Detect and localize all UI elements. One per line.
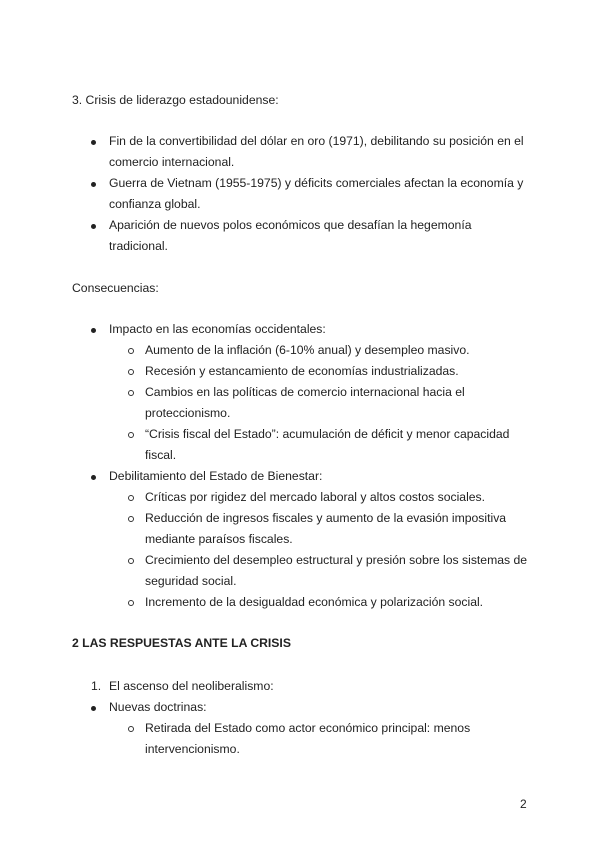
- sub-item-line: Crecimiento del desempleo estructural y presión sobre los sistemas de: [145, 553, 528, 567]
- sub-item-line: Reducción de ingresos fiscales y aumento de la evasión impositiva: [145, 511, 507, 525]
- sub-item-line: Críticas por rigidez del mercado laboral y altos costos sociales.: [145, 490, 486, 504]
- group-label: Impacto en las economías occidentales:: [109, 322, 326, 336]
- sub-bullet-circle: [128, 432, 134, 438]
- sub-bullet-circle: [128, 516, 134, 522]
- sub-item-line: “Crisis fiscal del Estado”: acumulación de déficit y menor capacidad: [145, 427, 510, 441]
- sub-bullet-circle: [128, 348, 134, 354]
- bullet-dot: [91, 706, 96, 711]
- list-item-line: Fin de la convertibilidad del dólar en oro (1971), debilitando su posición en el: [109, 134, 524, 148]
- sub-item-line: proteccionismo.: [145, 406, 231, 420]
- group-label: Nuevas doctrinas:: [109, 700, 207, 714]
- list-item-line: comercio internacional.: [109, 155, 235, 169]
- sub-bullet-circle: [128, 390, 134, 396]
- numbered-item-text: El ascenso del neoliberalismo:: [109, 679, 274, 693]
- list-item-line: Aparición de nuevos polos económicos que desafían la hegemonía: [109, 218, 472, 232]
- list-item-line: Guerra de Vietnam (1955-1975) y déficits comerciales afectan la economía y: [109, 176, 524, 190]
- consequences-title: Consecuencias:: [72, 281, 159, 295]
- section-3-title: 3. Crisis de liderazgo estadounidense:: [72, 93, 279, 107]
- group-label: Debilitamiento del Estado de Bienestar:: [109, 469, 323, 483]
- page-number: 2: [520, 797, 527, 811]
- list-number: 1.: [91, 679, 102, 693]
- bullet-dot: [91, 140, 96, 145]
- section-2-heading: 2 LAS RESPUESTAS ANTE LA CRISIS: [72, 636, 291, 650]
- sub-item-line: fiscal.: [145, 448, 177, 462]
- sub-item-line: mediante paraísos fiscales.: [145, 532, 293, 546]
- sub-item-line: intervencionismo.: [145, 742, 240, 756]
- bullet-dot: [91, 224, 96, 229]
- bullet-dot: [91, 182, 96, 187]
- list-item-line: tradicional.: [109, 239, 168, 253]
- sub-bullet-circle: [128, 558, 134, 564]
- sub-item-line: Incremento de la desigualdad económica y polarización social.: [145, 595, 484, 609]
- sub-item-line: Cambios en las políticas de comercio internacional hacia el: [145, 385, 465, 399]
- bullet-dot: [91, 475, 96, 480]
- sub-item-line: seguridad social.: [145, 574, 237, 588]
- sub-item-line: Retirada del Estado como actor económico principal: menos: [145, 721, 471, 735]
- sub-bullet-circle: [128, 495, 134, 501]
- sub-bullet-circle: [128, 726, 134, 732]
- sub-bullet-circle: [128, 369, 134, 375]
- sub-bullet-circle: [128, 600, 134, 606]
- sub-item-line: Recesión y estancamiento de economías industrializadas.: [145, 364, 459, 378]
- bullet-dot: [91, 328, 96, 333]
- sub-item-line: Aumento de la inflación (6-10% anual) y desempleo masivo.: [145, 343, 470, 357]
- list-item-line: confianza global.: [109, 197, 201, 211]
